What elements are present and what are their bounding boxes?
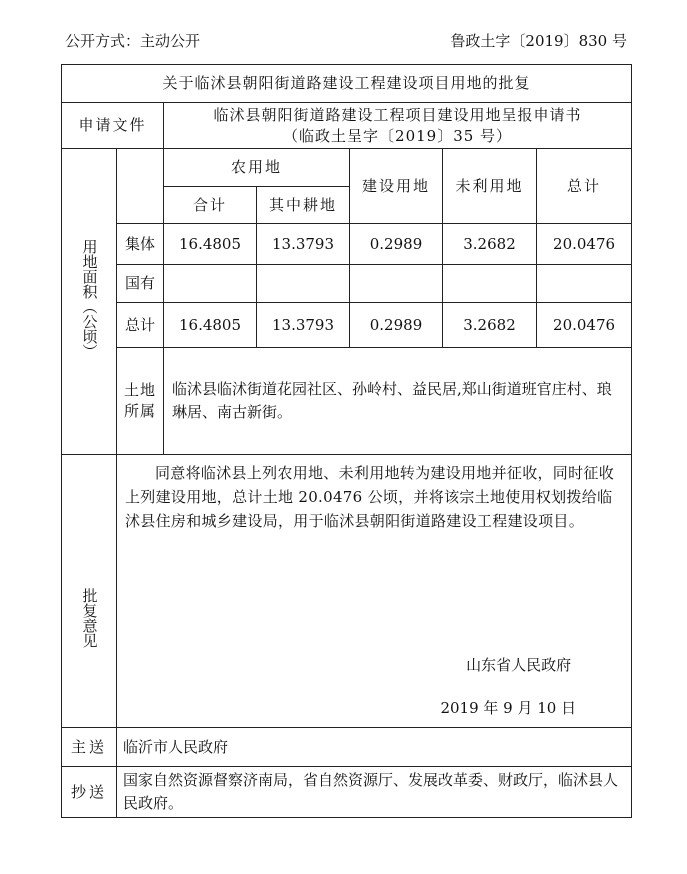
approval-date: 2019 年 9 月 10 日	[440, 699, 577, 717]
disclosure-mode: 公开方式：主动公开	[65, 32, 201, 50]
application-label: 申请文件	[62, 103, 164, 149]
ownership-text: 临沭县临沭街道花园社区、孙岭村、益民居,郑山街道班官庄村、琅琳居、南古新街。	[164, 348, 632, 455]
application-document	[164, 103, 632, 149]
document-number: 鲁政土字〔2019〕830 号	[450, 32, 627, 50]
cell-arable	[257, 265, 350, 303]
cell-construction: 0.2989	[350, 303, 443, 348]
cell-subtotal	[164, 265, 257, 303]
header-subtotal: 合计	[164, 187, 257, 224]
header-agricultural: 农用地	[164, 149, 350, 187]
row-label: 总计	[117, 303, 164, 348]
cell-unused: 3.2682	[443, 303, 537, 348]
header-arable: 其中耕地	[257, 187, 350, 224]
land-area-label: 用地面积（公顷）	[80, 238, 99, 359]
header-total: 总计	[537, 149, 632, 224]
copy-to-label: 抄送	[62, 767, 117, 818]
cell-total: 20.0476	[537, 303, 632, 348]
cell-subtotal: 16.4805	[164, 303, 257, 348]
cell-subtotal: 16.4805	[164, 224, 257, 265]
table-row	[62, 265, 632, 303]
copy-to-value: 国家自然资源督察济南局，省自然资源厅、发展改革委、财政厅，临沭县人民政府。	[117, 767, 632, 818]
land-area-label-cell	[62, 149, 117, 455]
row-label: 国有	[117, 265, 164, 303]
opinion-label: 批复意见	[80, 588, 99, 648]
cell-unused: 3.2682	[443, 224, 537, 265]
header-blank	[117, 149, 164, 224]
send-to-label: 主送	[62, 728, 117, 767]
cell-total	[537, 265, 632, 303]
ownership-label	[117, 348, 164, 455]
cell-construction: 0.2989	[350, 224, 443, 265]
document-title: 关于临沭县朝阳街道路建设工程建设项目用地的批复	[62, 65, 632, 103]
cell-construction	[350, 265, 443, 303]
cell-arable: 13.3793	[257, 224, 350, 265]
table-row	[62, 224, 632, 265]
row-label: 集体	[117, 224, 164, 265]
send-to-value: 临沂市人民政府	[117, 728, 632, 767]
application-line-1: 临沭县朝阳街道路建设工程项目建设用地呈报申请书	[213, 105, 582, 124]
opinion-text: 同意将临沭县上列农用地、未利用地转为建设用地并征收，同时征收上列建设用地，总计土地 20.0476 公顷，并将该宗土地使用权划拨给临沭县住房和城乡建设局，用于临沭县朝阳街道路建设工程建设项目。	[125, 464, 615, 530]
cell-unused	[443, 265, 537, 303]
opinion-label-cell	[62, 455, 117, 728]
opinion-cell	[117, 455, 632, 728]
table-row	[62, 303, 632, 348]
approval-table	[61, 64, 632, 818]
header-unused: 未利用地	[443, 149, 537, 224]
cell-total: 20.0476	[537, 224, 632, 265]
ownership-label-line-2: 所属	[123, 402, 156, 420]
application-line-2: （临政土呈字〔2019〕35 号）	[283, 126, 513, 145]
cell-arable: 13.3793	[257, 303, 350, 348]
signatory: 山东省人民政府	[466, 656, 572, 674]
header-construction: 建设用地	[350, 149, 443, 224]
ownership-label-line-1: 土地	[123, 381, 156, 399]
